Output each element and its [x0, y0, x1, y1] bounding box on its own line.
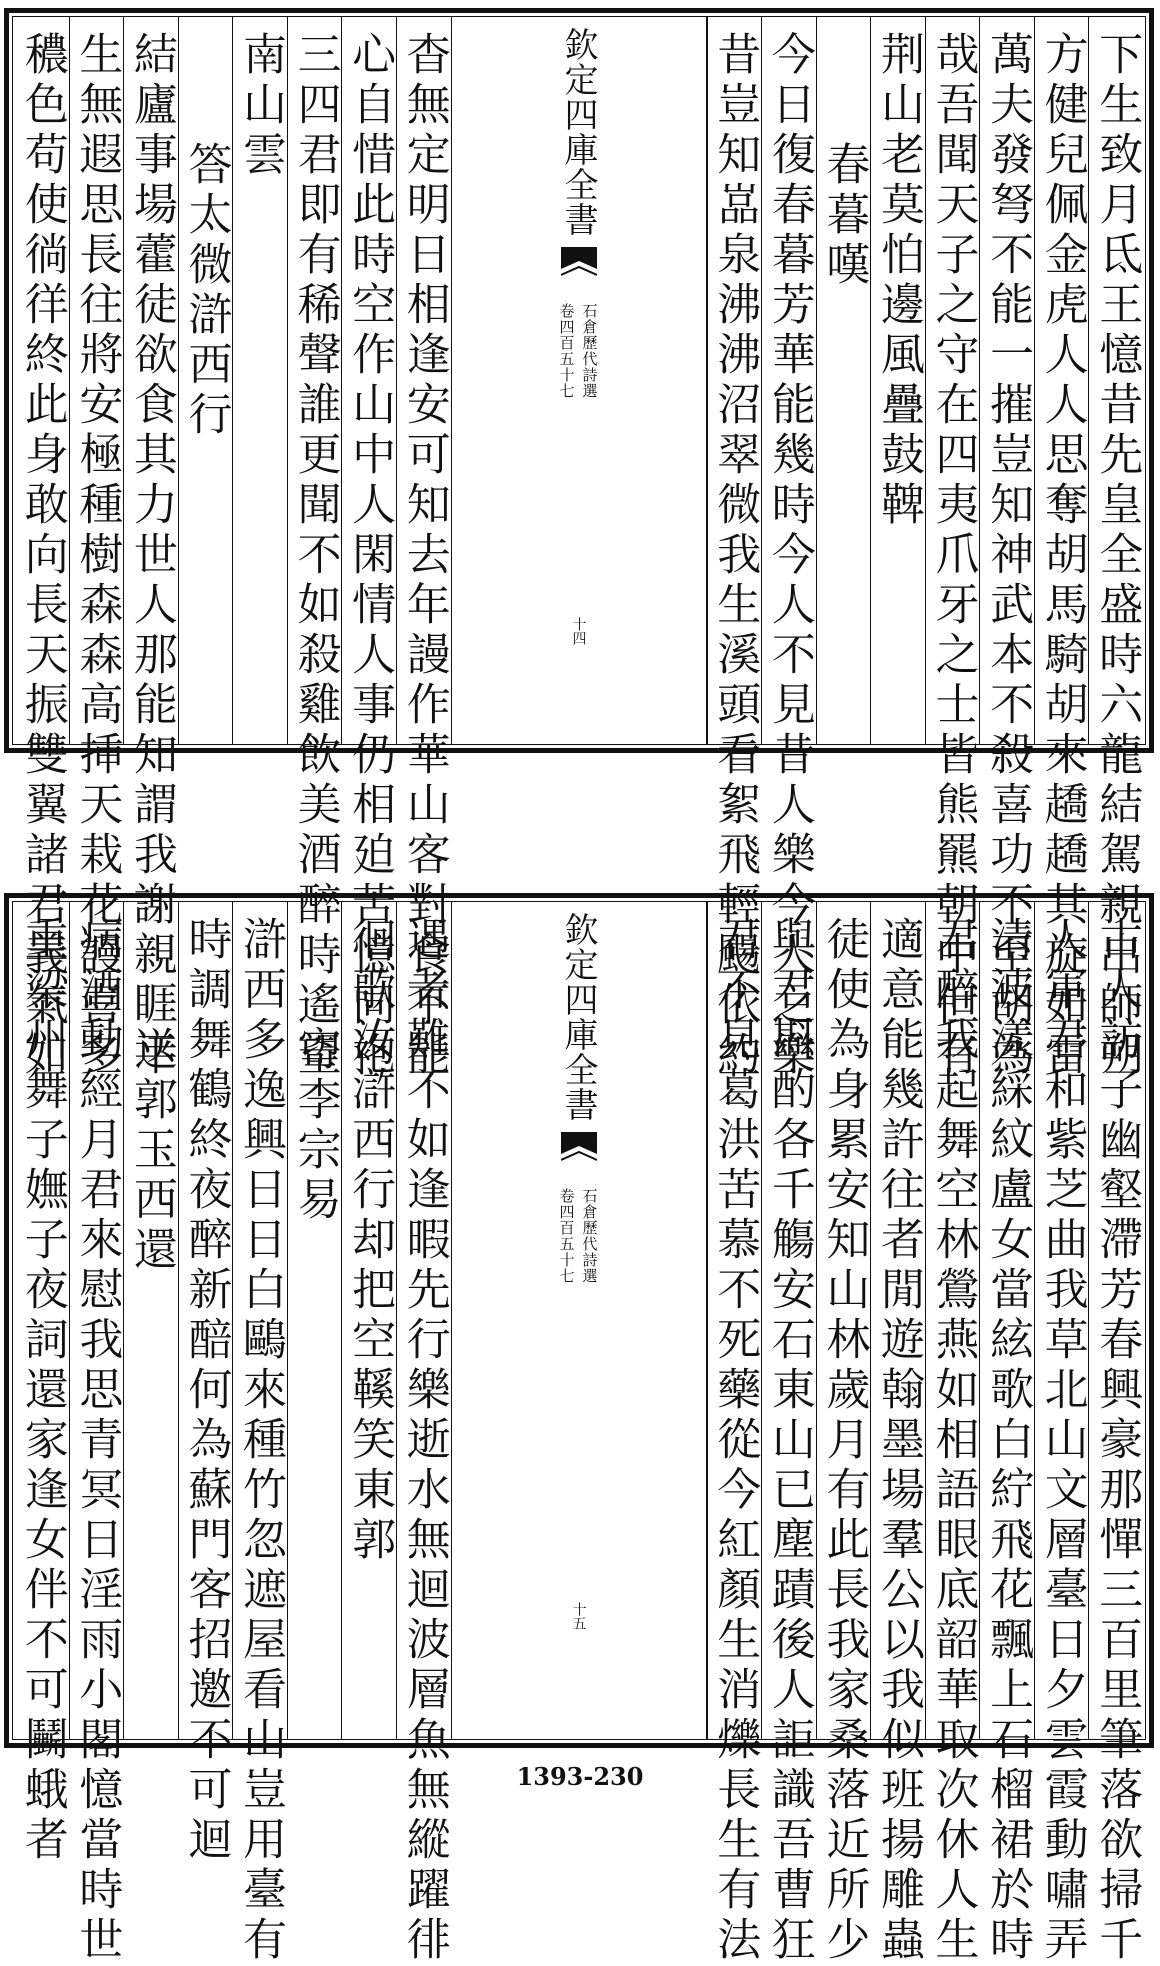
text-column: 重梁州舞子嫵子夜詞還家逢女伴不可鬭蛾者: [16, 916, 68, 1866]
book-title: 石倉歷代詩選: [580, 303, 599, 399]
page-number: 十五: [570, 1602, 587, 1630]
text-column: 杳無定明日相逢安可知去年謾作華山客對食不能: [396, 17, 451, 744]
text-column: 南山雲: [232, 17, 287, 744]
text-column: 清波漾綵紋盧女當絃歌白紵飛花飄上石榴裙於時: [979, 902, 1034, 1739]
poem-title: 寄李宗易: [287, 902, 342, 1739]
text-column: 荆山老莫怕邊風疊鼓鞞: [870, 17, 925, 744]
text-column: 萬夫發弩不能一摧豈知神武本不殺喜功不至胡為: [979, 17, 1034, 744]
text-column: 昔豈知嵓泉沸沸沼翠微我生溪頭看絮飛輕颺依約: [707, 17, 762, 744]
text-column: 人軍君和紫芝曲我草北山文層臺日夕雲霞動嘯弄: [1034, 902, 1089, 1739]
text-column: 心自惜此時空作山中人閑情人事仍相廹苦憶同袍: [341, 17, 396, 744]
text-column: 結廬事場藿徒欲食其力世人那能知謂我謝親睚平: [123, 17, 178, 744]
volume-number: 卷四百五十七: [557, 1188, 576, 1284]
poem-title: 送郭玉西還: [123, 902, 178, 1739]
text-column: 君醉我起舞空林鶯燕如相語眼底韶華取次休人生: [925, 902, 980, 1739]
center-margin: [451, 902, 707, 1739]
poem-title: 春暮嘆: [816, 17, 871, 744]
text-column: 今日復春暮芳華能幾時今人不見昔人樂今人之樂: [761, 17, 816, 744]
text-column: 病酒動經月君來慰我思青冥日淫雨小閣憶當時世: [69, 902, 124, 1739]
book-title: 石倉歷代詩選: [580, 1188, 599, 1284]
center-margin: [451, 17, 707, 744]
text-column: 古人訪子幽壑滯芳春興豪那憚三百里筆落欲掃千: [1088, 902, 1143, 1739]
text-column: 生無遐思長往將安極種樹森森高挿天栽花謾喜多: [69, 17, 124, 744]
library-title: 欽定四庫全書: [558, 912, 598, 1122]
fish-tail-ornament-icon: [561, 1132, 597, 1182]
text-column: 滸西多逸興日日白鷗來種竹忽遮屋看山豈用臺有: [232, 902, 287, 1739]
top-page: [4, 8, 1154, 1081]
text-column: 三四君即有稀聲誰更聞不如殺雞飲美酒醉時遙望: [287, 17, 342, 744]
footer-page-code: 1393-230: [516, 1762, 644, 1791]
text-column: 遇者難不如逢暇先行樂逝水無迴波層魚無縱躍徘: [396, 902, 451, 1739]
text-column: 與君斟酌各千觴安石東山已塵蹟後人詎識吾曹狂: [761, 902, 816, 1739]
text-column: 徊歌汝滸西行却把空鞵笑東郭: [341, 902, 396, 1739]
library-title: 欽定四庫全書: [558, 27, 598, 237]
poem-title: 答太微滸西行: [178, 17, 233, 744]
text-column: 時調舞鶴終夜醉新醅何為蘇門客招邀不可迴: [178, 902, 233, 1739]
text-column: 穠色苟使徜徉終此身敢向長天振雙翼諸君義氣如: [16, 31, 68, 1081]
text-column: 適意能幾許往者閒遊翰墨場羣公以我似班揚雕蟲: [870, 902, 925, 1739]
text-column: 哉吾聞天子之守在四夷爪牙之士皆熊羆朝中但有: [925, 17, 980, 744]
volume-number: 卷四百五十七: [557, 303, 576, 399]
fish-tail-ornament-icon: [561, 247, 597, 297]
text-column: 徒使為身累安知山林歲月有此長我家桑落近所少: [816, 902, 871, 1739]
text-column: 方健兒佩金虎人人思奪胡馬騎胡來趫趫其旋如雷: [1034, 17, 1089, 744]
text-column: 下生致月氐王憶昔先皇全盛時六龍結駕親出師朔: [1088, 17, 1143, 744]
text-column: 君不見葛洪苦慕不死藥從今紅顏生消爍長生有法: [707, 902, 762, 1739]
page-number: 十四: [570, 617, 587, 645]
